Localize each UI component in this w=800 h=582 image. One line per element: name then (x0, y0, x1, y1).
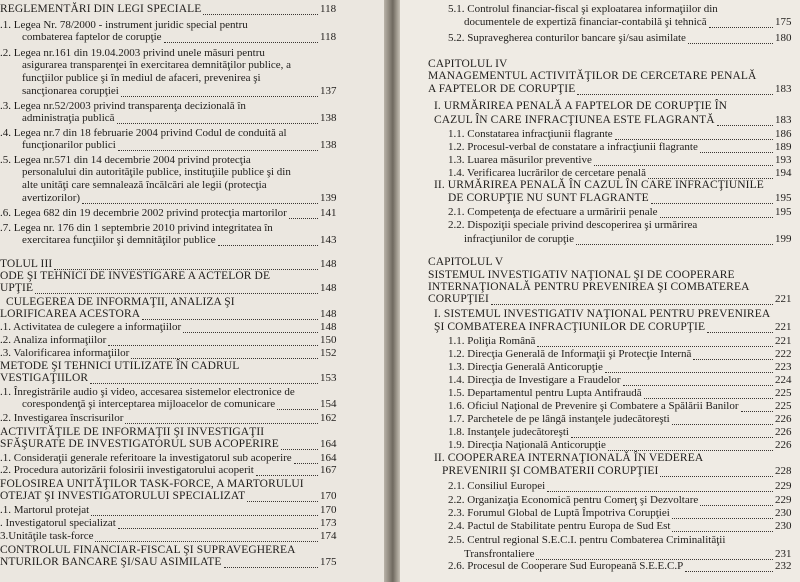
toc-heading-text: ACTIVITĂŢILE DE INFORMAŢII ŞI INVESTIGAŢII (0, 426, 265, 438)
toc-dot-leader (142, 309, 318, 320)
book-spine (384, 0, 400, 582)
toc-dot-leader (700, 142, 773, 153)
toc-dot-leader (615, 129, 773, 140)
toc-heading-text: LORIFICAREA ACESTORA (0, 308, 141, 320)
toc-page-number: 148 (320, 308, 337, 320)
toc-dot-leader (54, 259, 318, 270)
toc-page-number: 231 (775, 548, 792, 560)
toc-entry-text: .1. Activitatea de culegere a informaţiilor (0, 321, 182, 333)
toc-entry-text: .4. Legea nr.7 din 18 februarie 2004 privind Codul de conduită al (0, 127, 287, 139)
toc-dot-leader (117, 113, 318, 124)
toc-page-number: 170 (320, 490, 337, 502)
toc-entry-text: 1.3. Direcţia Generală Anticorupţie (448, 361, 603, 373)
toc-entry-text: .1. Legea Nr. 78/2000 - instrument juridic special pentru (0, 19, 248, 31)
toc-page-number: 226 (775, 439, 792, 451)
toc-entry-text: 2.1. Competenţa de efectuare a urmăririi penale (448, 206, 658, 218)
toc-page-number: 193 (775, 154, 792, 166)
toc-dot-leader (125, 413, 318, 424)
toc-heading-text: CAPITOLUL V (428, 256, 504, 268)
toc-heading-text: ODE ŞI TEHNICI DE INVESTIGARE A ACTELOR DE (0, 270, 271, 282)
toc-entry-text: .2. Procedura autorizării folosirii investigatorului acoperit (0, 464, 254, 476)
toc-dot-leader (660, 466, 773, 477)
toc-entry-text: asigurarea transparenţei în exercitarea demnităţilor publice, a (22, 59, 292, 71)
toc-page-number: 164 (320, 452, 337, 464)
toc-entry-text: 1.6. Oficiul Naţional de Prevenire şi Combatere a Spălării Banilor (448, 400, 739, 412)
toc-dot-leader (224, 557, 319, 568)
toc-page-number: 173 (320, 517, 337, 529)
toc-entry-text: sancţionarea corupţiei (22, 85, 119, 97)
toc-page-number: 137 (320, 85, 337, 97)
toc-dot-leader (605, 362, 773, 373)
toc-dot-leader (164, 32, 318, 43)
toc-dot-leader (491, 294, 773, 305)
toc-heading-text: METODE ŞI TEHNICI UTILIZATE ÎN CADRUL (0, 360, 240, 372)
toc-dot-leader (672, 414, 773, 425)
toc-dot-leader (576, 234, 773, 245)
toc-page-number: 225 (775, 387, 792, 399)
toc-entry-text: 2.1. Consiliul Europei (448, 480, 546, 492)
toc-entry-text: 1.1. Poliţia Română (448, 335, 536, 347)
toc-page-number: 224 (775, 374, 792, 386)
toc-entry-text: Transfrontaliere (464, 548, 535, 560)
toc-dot-leader (183, 322, 318, 333)
toc-dot-leader (688, 33, 773, 44)
toc-page-number: 221 (775, 293, 792, 305)
toc-dot-leader (95, 531, 318, 542)
toc-dot-leader (108, 335, 318, 346)
toc-page-number: 138 (320, 139, 337, 151)
toc-dot-leader (741, 401, 773, 412)
toc-entry-text: 1.2. Procesul-verbal de constatare a infracţiunii flagrante (448, 141, 698, 153)
toc-dot-leader (218, 235, 318, 246)
toc-page-number: 180 (775, 32, 792, 44)
toc-dot-leader (91, 505, 318, 516)
toc-heading-text: SFĂŞURATE DE INVESTIGATORUL SUB ACOPERIRE (0, 438, 279, 450)
toc-entry-text: 1.8. Instanţele judecătoreşti (448, 426, 569, 438)
toc-heading-text: II. COOPERAREA INTERNAŢIONALĂ ÎN VEDEREA (434, 452, 704, 464)
toc-heading-text: OTEJAT ŞI INVESTIGATORULUI SPECIALIZAT (0, 490, 246, 502)
toc-dot-leader (90, 373, 318, 384)
toc-page-number: 225 (775, 400, 792, 412)
toc-dot-leader (277, 399, 318, 410)
toc-dot-leader (35, 283, 318, 294)
toc-entry-text: avertizorilor) (22, 192, 81, 204)
toc-heading-text: FOLOSIREA UNITĂŢILOR TASK-FORCE, A MARTORULUI (0, 478, 304, 490)
toc-entry-text: 2.3. Forumul Global de Luptă Împotriva Corupţiei (448, 507, 670, 519)
toc-page-number: 230 (775, 520, 792, 532)
toc-page-number: 118 (320, 3, 337, 15)
toc-page-number: 221 (775, 321, 792, 333)
toc-page-number: 150 (320, 334, 337, 346)
toc-page-number: 153 (320, 372, 337, 384)
toc-entry-text: 1.1. Constatarea infracţiunii flagrante (448, 128, 613, 140)
toc-page-number: 222 (775, 348, 792, 360)
toc-page-number: 194 (775, 167, 792, 179)
toc-entry-text: .6. Legea 682 din 19 decembrie 2002 privind protecţia martorilor (0, 207, 287, 219)
toc-entry-text: 1.5. Departamentul pentru Lupta Antifraudă (448, 387, 642, 399)
toc-dot-leader (577, 84, 773, 95)
toc-entry-text: 5.1. Controlul financiar-fiscal şi exploatarea informaţiilor din (448, 3, 718, 15)
toc-heading-text: CULEGEREA DE INFORMAŢII, ANALIZA ŞI (6, 296, 235, 308)
toc-page-number: 195 (775, 206, 792, 218)
toc-entry-text: .1. Înregistrările audio şi video, accesarea sistemelor electronice de (0, 386, 295, 398)
toc-heading-text: NTURILOR BANCARE ŞI/SAU ASIMILATE (0, 556, 222, 568)
toc-page-number: 183 (775, 114, 792, 126)
toc-dot-leader (203, 4, 318, 15)
toc-entry-text: .2. Analiza informaţiilor (0, 334, 107, 346)
toc-entry-text: .1. Martorul protejat (0, 504, 90, 516)
toc-heading-text: UPŢIE (0, 282, 34, 294)
toc-page-number: 199 (775, 233, 792, 245)
toc-dot-leader (537, 336, 773, 347)
toc-dot-leader (693, 349, 773, 360)
toc-entry-text: alte unităţi care semnalează încălcări ale legii (protecţia (22, 179, 267, 191)
toc-entry-text: 1.2. Direcţia Generală de Informaţii şi Protecţie Internă (448, 348, 692, 360)
toc-entry-text: corespondenţă şi interceptarea mijloacelor de comunicare (22, 398, 276, 410)
toc-page-number: 175 (775, 16, 792, 28)
toc-dot-leader (547, 481, 773, 492)
toc-page-number: 148 (320, 282, 337, 294)
toc-dot-leader (118, 140, 318, 151)
toc-heading-text: SISTEMUL INVESTIGATIV NAŢIONAL ŞI DE COOPERARE (428, 269, 735, 281)
toc-entry-text: funcţionarilor publici (22, 139, 116, 151)
toc-page-number: 170 (320, 504, 337, 516)
toc-page-number: 139 (320, 192, 337, 204)
toc-entry-text: 1.9. Direcţia Naţională Anticorupţie (448, 439, 606, 451)
toc-page-number: 226 (775, 426, 792, 438)
toc-entry-text: exercitarea funcţiilor şi demnităţilor publice (22, 234, 216, 246)
toc-heading-text: A FAPTELOR DE CORUPŢIE (428, 83, 576, 95)
toc-entry-text: .3. Legea nr.52/2003 privind transparenţa decizională în (0, 100, 246, 112)
toc-dot-leader (644, 388, 773, 399)
toc-page-number: 154 (320, 398, 337, 410)
toc-page-number: 223 (775, 361, 792, 373)
toc-dot-leader (672, 521, 773, 532)
toc-heading-text: CAPITOLUL IV (428, 58, 508, 70)
toc-entry-text: .2. Legea nr.161 din 19.04.2003 privind unele măsuri pentru (0, 47, 265, 59)
toc-heading-text: I. URMĂRIREA PENALĂ A FAPTELOR DE CORUPŢIE ÎN (434, 100, 728, 112)
toc-dot-leader (82, 193, 318, 204)
toc-entry-text: 2.2. Organizaţia Economică pentru Comerţ şi Dezvoltare (448, 494, 699, 506)
toc-heading-text: CORUPŢIEI (428, 293, 489, 305)
toc-dot-leader (672, 508, 773, 519)
toc-dot-leader (289, 208, 318, 219)
toc-entry-text: 1.7. Parchetele de pe lângă instanţele judecătoreşti (448, 413, 670, 425)
toc-dot-leader (256, 465, 318, 476)
toc-page-number: 143 (320, 234, 337, 246)
toc-entry-text: 2.5. Centrul regional S.E.C.I. pentru Combaterea Criminalităţii (448, 534, 726, 546)
toc-page-number: 228 (775, 465, 792, 477)
toc-entry-text: .2. Investigarea înscrisurilor (0, 412, 124, 424)
toc-dot-leader (660, 207, 773, 218)
toc-heading-text: MANAGEMENTUL ACTIVITĂŢILOR DE CERCETARE PENALĂ (428, 70, 757, 82)
toc-page-number: 230 (775, 507, 792, 519)
toc-entry-text: 2.4. Pactul de Stabilitate pentru Europa de Sud Est (448, 520, 671, 532)
toc-entry-text: infracţiunilor de corupţie (464, 233, 574, 245)
toc-page-number: 229 (775, 494, 792, 506)
toc-page-number: 141 (320, 207, 337, 219)
toc-heading-text: I. SISTEMUL INVESTIGATIV NAŢIONAL PENTRU PREVENIREA (434, 308, 771, 320)
toc-page-number: 221 (775, 335, 792, 347)
toc-entry-text: .5. Legea nr.571 din 14 decembrie 2004 privind protecţia (0, 154, 251, 166)
toc-page-number: 229 (775, 480, 792, 492)
toc-heading-text: VESTIGAŢIILOR (0, 372, 89, 384)
toc-entry-text: 1.4. Verificarea lucrărilor de cercetare penală (448, 167, 646, 179)
toc-page-number: 148 (320, 321, 337, 333)
toc-dot-leader (536, 549, 773, 560)
toc-entry-text: . Investigatorul specializat (0, 517, 116, 529)
toc-page-number: 226 (775, 413, 792, 425)
toc-dot-leader (608, 440, 773, 451)
toc-dot-leader (700, 495, 773, 506)
toc-entry-text: .3. Valorificarea informaţiilor (0, 347, 130, 359)
toc-dot-leader (651, 193, 773, 204)
toc-entry-text: 2.2. Dispoziţii speciale privind descoperirea şi urmărirea (448, 219, 698, 231)
toc-page-number: 118 (320, 31, 337, 43)
toc-page-number: 175 (320, 556, 337, 568)
toc-entry-text: combaterea faptelor de corupţie (22, 31, 162, 43)
toc-page-number: 167 (320, 464, 337, 476)
toc-dot-leader (571, 427, 773, 438)
toc-dot-leader (648, 168, 773, 179)
toc-dot-leader (118, 518, 318, 529)
toc-dot-leader (707, 322, 773, 333)
toc-entry-text: 1.4. Direcţia de Investigare a Fraudelor (448, 374, 621, 386)
toc-heading-text: ŞI COMBATEREA INFRACŢIUNILOR DE CORUPŢIE (434, 321, 706, 333)
toc-heading-text: INTERNAŢIONALĂ PENTRU PREVENIREA ŞI COMBATEREA (428, 281, 750, 293)
toc-entry-text: funcţiilor publice şi în mediul de afaceri, prevenirea şi (22, 72, 261, 84)
toc-entry-text: 5.2. Supravegherea conturilor bancare şi/sau asimilate (448, 32, 686, 44)
toc-heading-text: CAZUL ÎN CARE INFRACŢIUNEA ESTE FLAGRANTĂ (434, 114, 715, 126)
toc-heading-text: DE CORUPŢIE NU SUNT FLAGRANTE (448, 192, 649, 204)
toc-entry-text: 1.3. Luarea măsurilor preventive (448, 154, 592, 166)
toc-page-number: 189 (775, 141, 792, 153)
left-page (0, 0, 384, 582)
toc-entry-text: documentele de expertiză financiar-contabilă şi tehnică (464, 16, 707, 28)
toc-entry-text: .7. Legea nr. 176 din 1 septembrie 2010 privind integritatea în (0, 222, 273, 234)
toc-dot-leader (281, 439, 318, 450)
toc-dot-leader (247, 491, 318, 502)
toc-dot-leader (709, 17, 773, 28)
toc-page-number: 138 (320, 112, 337, 124)
toc-page-number: 152 (320, 347, 337, 359)
toc-heading-text: PREVENIRII ŞI COMBATERII CORUPŢIEI (442, 465, 659, 477)
right-page (400, 0, 800, 582)
toc-dot-leader (594, 155, 773, 166)
toc-entry-text: administraţia publică (22, 112, 115, 124)
toc-entry-text: personalului din autorităţile publice, instituţiile publice şi din (22, 166, 291, 178)
toc-dot-leader (685, 561, 773, 572)
toc-dot-leader (121, 86, 318, 97)
toc-dot-leader (131, 348, 318, 359)
toc-entry-text: .1. Consideraţii generale referitoare la investigatorul sub acoperire (0, 452, 292, 464)
toc-page-number: 186 (775, 128, 792, 140)
toc-page-number: 164 (320, 438, 337, 450)
toc-page-number: 148 (320, 258, 337, 270)
toc-dot-leader (717, 115, 773, 126)
toc-heading-text: TOLUL III (0, 258, 53, 270)
toc-heading-text: CONTROLUL FINANCIAR-FISCAL ŞI SUPRAVEGHEREA (0, 544, 296, 556)
toc-dot-leader (623, 375, 773, 386)
toc-page-number: 232 (775, 560, 792, 572)
toc-heading-text: REGLEMENTĂRI DIN LEGI SPECIALE (0, 3, 202, 15)
toc-entry-text: 2.6. Procesul de Cooperare Sud Europeană S.E.E.C.P (448, 560, 684, 572)
toc-entry-text: 3.Unităţile task-force (0, 530, 94, 542)
toc-dot-leader (294, 453, 318, 464)
toc-heading-text: II. URMĂRIREA PENALĂ ÎN CAZUL ÎN CARE INFRACŢIUNILE (434, 179, 764, 191)
toc-page-number: 162 (320, 412, 337, 424)
toc-page-number: 174 (320, 530, 337, 542)
toc-page-number: 183 (775, 83, 792, 95)
toc-page-number: 195 (775, 192, 792, 204)
